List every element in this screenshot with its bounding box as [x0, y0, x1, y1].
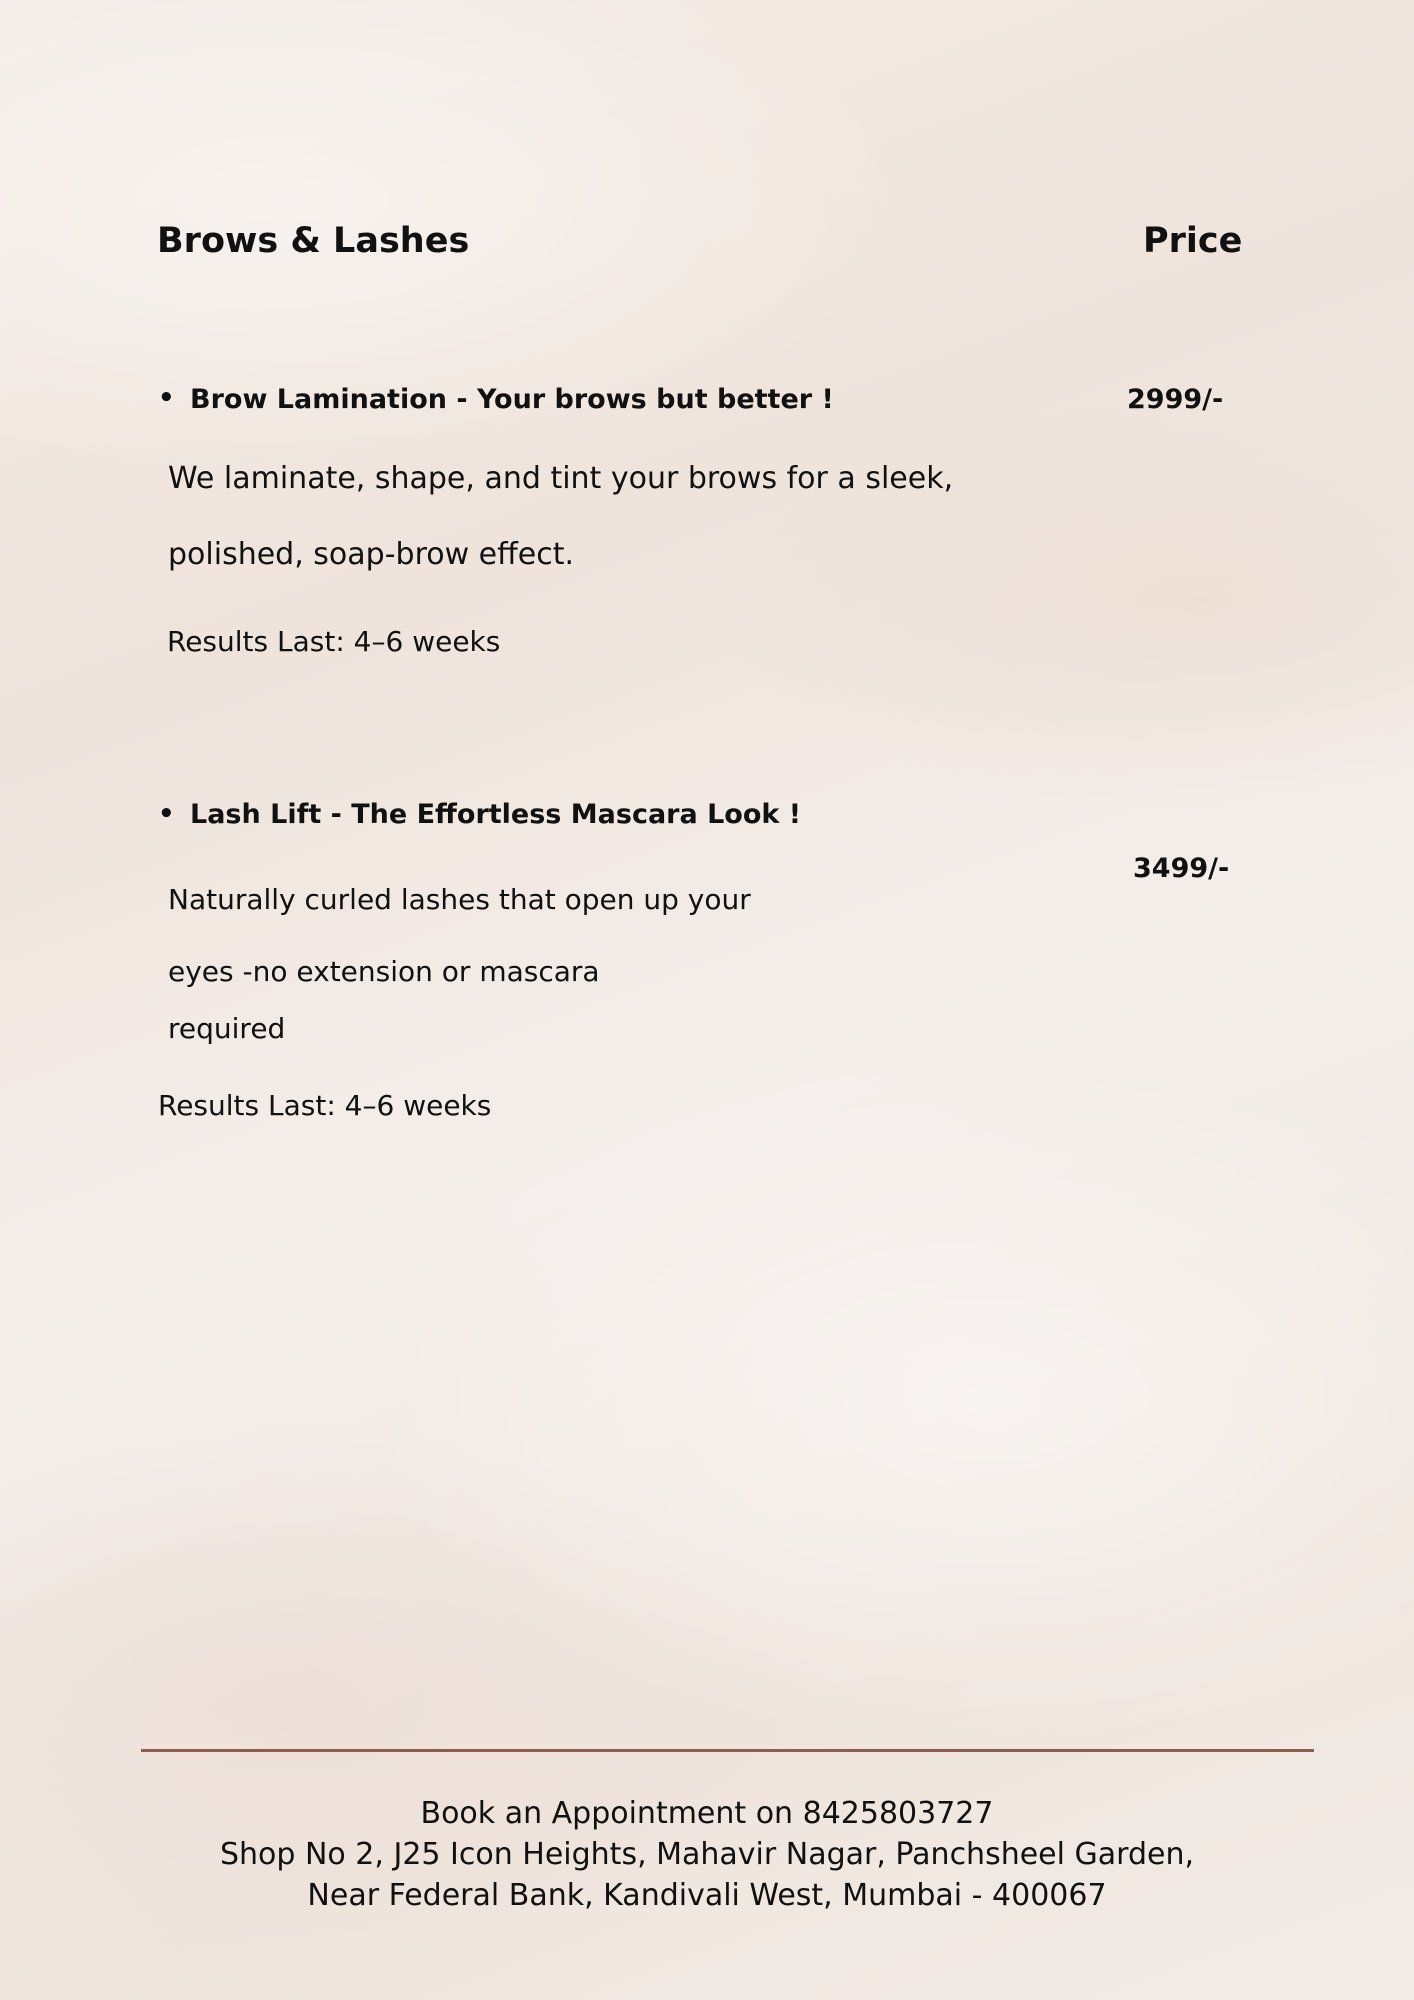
bullet-icon: •	[158, 383, 175, 413]
service-description-line: We laminate, shape, and tint your brows for a sleek,	[168, 461, 954, 496]
section-title: Brows & Lashes	[157, 221, 470, 261]
bullet-icon: •	[158, 799, 175, 829]
booking-phone: Book an Appointment on 8425803727	[420, 1796, 994, 1831]
price-heading: Price	[1143, 221, 1243, 261]
service-title: Lash Lift - The Effortless Mascara Look !	[190, 799, 802, 830]
service-description-line: Naturally curled lashes that open up your	[168, 883, 751, 916]
address-line: Near Federal Bank, Kandivali West, Mumbai - 400067	[307, 1878, 1107, 1913]
service-title: Brow Lamination - Your brows but better !	[190, 384, 834, 415]
service-price: 3499/-	[1133, 853, 1230, 884]
address-line: Shop No 2, J25 Icon Heights, Mahavir Nagar, Panchsheel Garden,	[219, 1837, 1194, 1872]
footer-divider	[141, 1749, 1314, 1752]
service-description-line: eyes -no extension or mascara	[168, 955, 600, 988]
results-duration: Results Last: 4–6 weeks	[167, 625, 501, 658]
service-description-line: polished, soap-brow effect.	[168, 537, 575, 572]
service-description-line: required	[168, 1012, 286, 1045]
results-duration: Results Last: 4–6 weeks	[158, 1089, 492, 1122]
service-price: 2999/-	[1127, 384, 1224, 415]
